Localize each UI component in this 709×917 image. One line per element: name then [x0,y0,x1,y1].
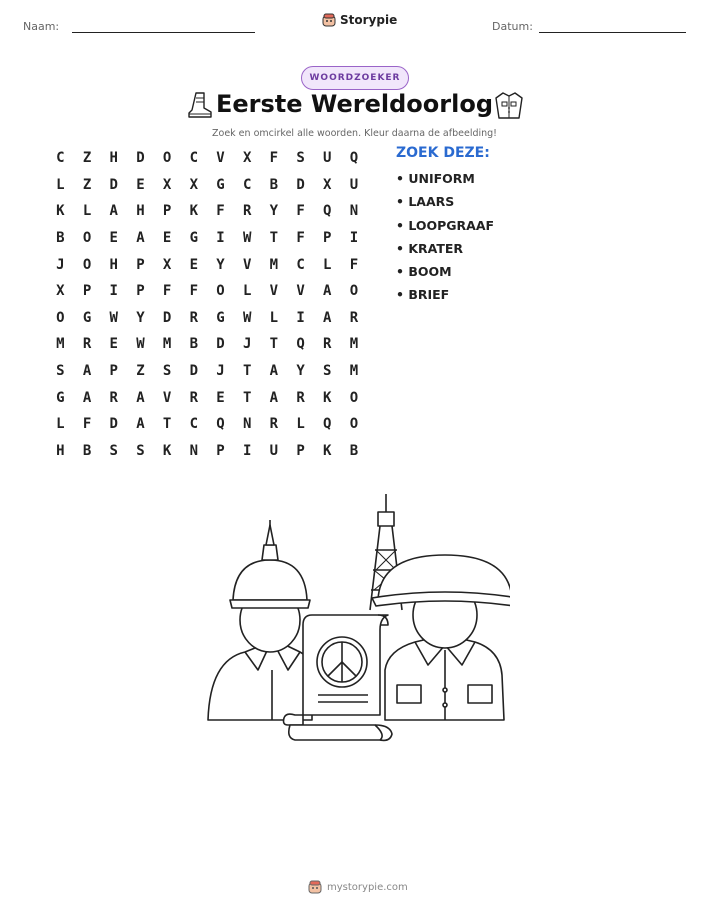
date-line [539,32,686,33]
grid-cell[interactable]: R [189,389,198,406]
grid-cell[interactable]: N [189,442,198,459]
grid-cell[interactable]: A [82,389,92,406]
category-badge: WOORDZOEKER [301,66,409,90]
grid-cell[interactable]: H [56,442,65,459]
grid-cell[interactable]: E [136,176,145,193]
grid-cell[interactable]: X [189,176,198,193]
grid-cell[interactable]: S [109,442,118,459]
grid-cell[interactable]: P [82,283,92,300]
grid-cell[interactable]: X [56,283,65,300]
grid-cell[interactable]: M [349,336,359,353]
grid-cell[interactable]: O [82,230,92,247]
grid-cell[interactable]: G [216,176,225,193]
grid-cell[interactable]: R [109,389,118,406]
grid-cell[interactable]: K [323,389,332,406]
grid-cell[interactable]: U [349,176,359,193]
grid-cell[interactable]: S [323,363,332,380]
grid-cell[interactable]: I [296,309,305,326]
grid-cell[interactable]: A [269,363,279,380]
grid-cell[interactable]: K [162,442,172,459]
grid-cell[interactable]: R [323,336,332,353]
grid-cell[interactable]: F [349,256,359,273]
grid-cell[interactable]: D [109,416,118,433]
grid-cell[interactable]: R [296,389,305,406]
grid-cell[interactable]: F [296,203,305,220]
grid-cell[interactable]: B [269,176,279,193]
grid-cell[interactable]: A [136,416,145,433]
grid-cell[interactable]: V [296,283,305,300]
grid-cell[interactable]: V [162,389,172,406]
grid-cell[interactable]: O [216,283,225,300]
grid-cell[interactable]: H [109,256,118,273]
grid-cell[interactable]: G [189,230,198,247]
grid-cell[interactable]: S [136,442,145,459]
brand-name: Storypie [340,13,398,27]
grid-cell[interactable]: F [82,416,92,433]
grid-cell[interactable]: M [56,336,65,353]
grid-cell[interactable]: I [109,283,118,300]
grid-cell[interactable]: J [242,336,252,353]
word-item: • UNIFORM [396,171,475,186]
grid-cell[interactable]: D [109,176,118,193]
grid-cell[interactable]: D [216,336,225,353]
grid-cell[interactable]: X [323,176,332,193]
grid-cell[interactable]: H [109,150,118,167]
word-item: • BRIEF [396,287,450,303]
grid-cell[interactable]: E [189,256,198,273]
word-list-title: ZOEK DEZE: [396,145,490,161]
grid-cell[interactable]: A [136,230,145,247]
instructions: Zoek en omcirkel alle woorden. Kleur daarna de afbeelding! [212,128,497,139]
grid-cell[interactable]: R [349,309,359,326]
grid-cell[interactable]: F [269,150,279,167]
grid-cell[interactable]: P [136,256,145,273]
grid-cell[interactable]: O [349,389,359,406]
page-title: Eerste Wereldoorlog [215,90,494,118]
grid-cell[interactable]: X [162,176,172,193]
grid-cell[interactable]: E [216,389,225,406]
grid-cell[interactable]: B [349,442,359,459]
grid-cell[interactable]: C [242,176,252,193]
grid-cell[interactable]: K [323,442,332,459]
grid-cell[interactable]: Y [136,309,145,326]
grid-cell[interactable]: O [82,256,92,273]
grid-cell[interactable]: V [242,256,252,273]
grid-cell[interactable]: O [349,416,359,433]
grid-cell[interactable]: Q [323,416,332,433]
grid-cell[interactable]: E [162,230,172,247]
grid-cell[interactable]: M [269,256,279,273]
grid-cell[interactable]: S [162,363,172,380]
grid-cell[interactable]: F [296,230,305,247]
footer [308,880,408,894]
grid-cell[interactable]: R [242,203,252,220]
grid-cell[interactable]: N [349,203,359,220]
grid-cell[interactable]: Q [216,416,225,433]
grid-cell[interactable]: V [216,150,225,167]
name-label: Naam: [23,20,60,33]
grid-cell[interactable]: L [82,203,92,220]
grid-cell[interactable]: A [136,389,145,406]
grid-cell[interactable]: M [162,336,172,353]
grid-cell[interactable]: L [296,416,305,433]
grid-cell[interactable]: R [82,336,92,353]
grid-cell[interactable]: Y [269,203,279,220]
grid-cell[interactable]: H [136,203,145,220]
grid-cell[interactable]: Z [136,363,145,380]
grid-cell[interactable]: S [56,363,65,380]
grid-cell[interactable]: S [296,150,305,167]
grid-cell[interactable]: A [269,389,279,406]
grid-cell[interactable]: Y [296,363,305,380]
grid-cell[interactable]: W [242,309,252,326]
grid-cell[interactable]: Z [82,176,92,193]
grid-cell[interactable]: A [82,363,92,380]
grid-cell[interactable]: T [269,336,279,353]
grid-cell[interactable]: G [82,309,92,326]
grid-cell[interactable]: T [162,416,172,433]
grid-cell[interactable]: T [269,230,279,247]
footer-url[interactable]: mystorypie.com [327,881,408,893]
grid-cell[interactable]: P [216,442,225,459]
word-item: • LOOPGRAAF [396,217,495,233]
grid-cell[interactable]: Z [82,150,92,167]
grid-cell[interactable]: W [109,309,118,326]
grid-cell[interactable]: U [269,442,279,459]
jacket-icon [493,90,525,120]
grid-cell[interactable]: O [56,309,65,326]
grid-cell[interactable]: B [56,230,65,247]
storypie-logo-icon [322,13,336,27]
grid-cell[interactable]: N [242,416,252,433]
grid-cell[interactable]: I [349,230,359,247]
grid-cell[interactable]: L [269,309,279,326]
grid-cell[interactable]: J [56,256,65,273]
grid-cell[interactable]: C [189,150,198,167]
grid-cell[interactable]: C [56,150,65,167]
grid-cell[interactable]: X [162,256,172,273]
word-list [396,171,494,311]
grid-cell[interactable]: D [296,176,305,193]
grid-cell[interactable]: P [323,230,332,247]
grid-cell[interactable]: M [349,363,359,380]
grid-cell[interactable]: P [109,363,118,380]
grid-cell[interactable]: F [216,203,225,220]
grid-cell[interactable]: T [242,389,252,406]
storypie-logo-icon [308,880,322,894]
grid-cell[interactable]: O [162,150,172,167]
grid-cell[interactable]: F [189,283,198,300]
grid-cell[interactable]: L [56,416,65,433]
grid-cell[interactable]: A [109,203,118,220]
grid-cell[interactable]: Q [323,203,332,220]
grid-cell[interactable]: L [242,283,252,300]
grid-cell[interactable]: J [216,363,225,380]
grid-cell[interactable]: T [242,363,252,380]
grid-cell[interactable]: A [323,283,332,300]
grid-cell[interactable]: U [323,150,332,167]
grid-cell[interactable]: G [56,389,65,406]
grid-cell[interactable]: I [242,442,252,459]
grid-cell[interactable]: W [136,336,145,353]
grid-cell[interactable]: E [109,336,118,353]
grid-cell[interactable]: D [189,363,198,380]
grid-cell[interactable]: O [349,283,359,300]
grid-cell[interactable]: D [162,309,172,326]
grid-cell[interactable]: C [296,256,305,273]
grid-cell[interactable]: I [216,230,225,247]
grid-cell[interactable]: R [189,309,198,326]
grid-cell[interactable]: P [296,442,305,459]
grid-cell[interactable]: V [269,283,279,300]
grid-cell[interactable]: P [136,283,145,300]
date-label: Datum: [492,20,533,33]
grid-cell[interactable]: K [56,203,65,220]
name-line [72,32,255,33]
grid-cell[interactable]: A [323,309,332,326]
grid-cell[interactable]: F [162,283,172,300]
word-search-grid[interactable] [47,145,367,464]
grid-cell[interactable]: W [242,230,252,247]
grid-cell[interactable]: D [136,150,145,167]
grid-cell[interactable]: B [189,336,198,353]
word-item: • LAARS [396,194,455,210]
grid-cell[interactable]: E [109,230,118,247]
grid-cell[interactable]: C [189,416,198,433]
grid-cell[interactable]: Y [216,256,225,273]
grid-cell[interactable]: X [242,150,252,167]
word-item: • KRATER [396,240,464,256]
grid-cell[interactable]: L [56,176,65,193]
brand-logo [322,13,397,27]
grid-cell[interactable]: L [323,256,332,273]
grid-cell[interactable]: Q [296,336,305,353]
word-item: • BOOM [396,264,452,280]
grid-cell[interactable]: Q [349,150,359,167]
soldiers-coloring-illustration[interactable] [200,490,510,745]
grid-cell[interactable]: K [189,203,198,220]
grid-cell[interactable]: B [82,442,92,459]
grid-cell[interactable]: R [269,416,279,433]
grid-cell[interactable]: G [216,309,225,326]
grid-cell[interactable]: P [162,203,172,220]
